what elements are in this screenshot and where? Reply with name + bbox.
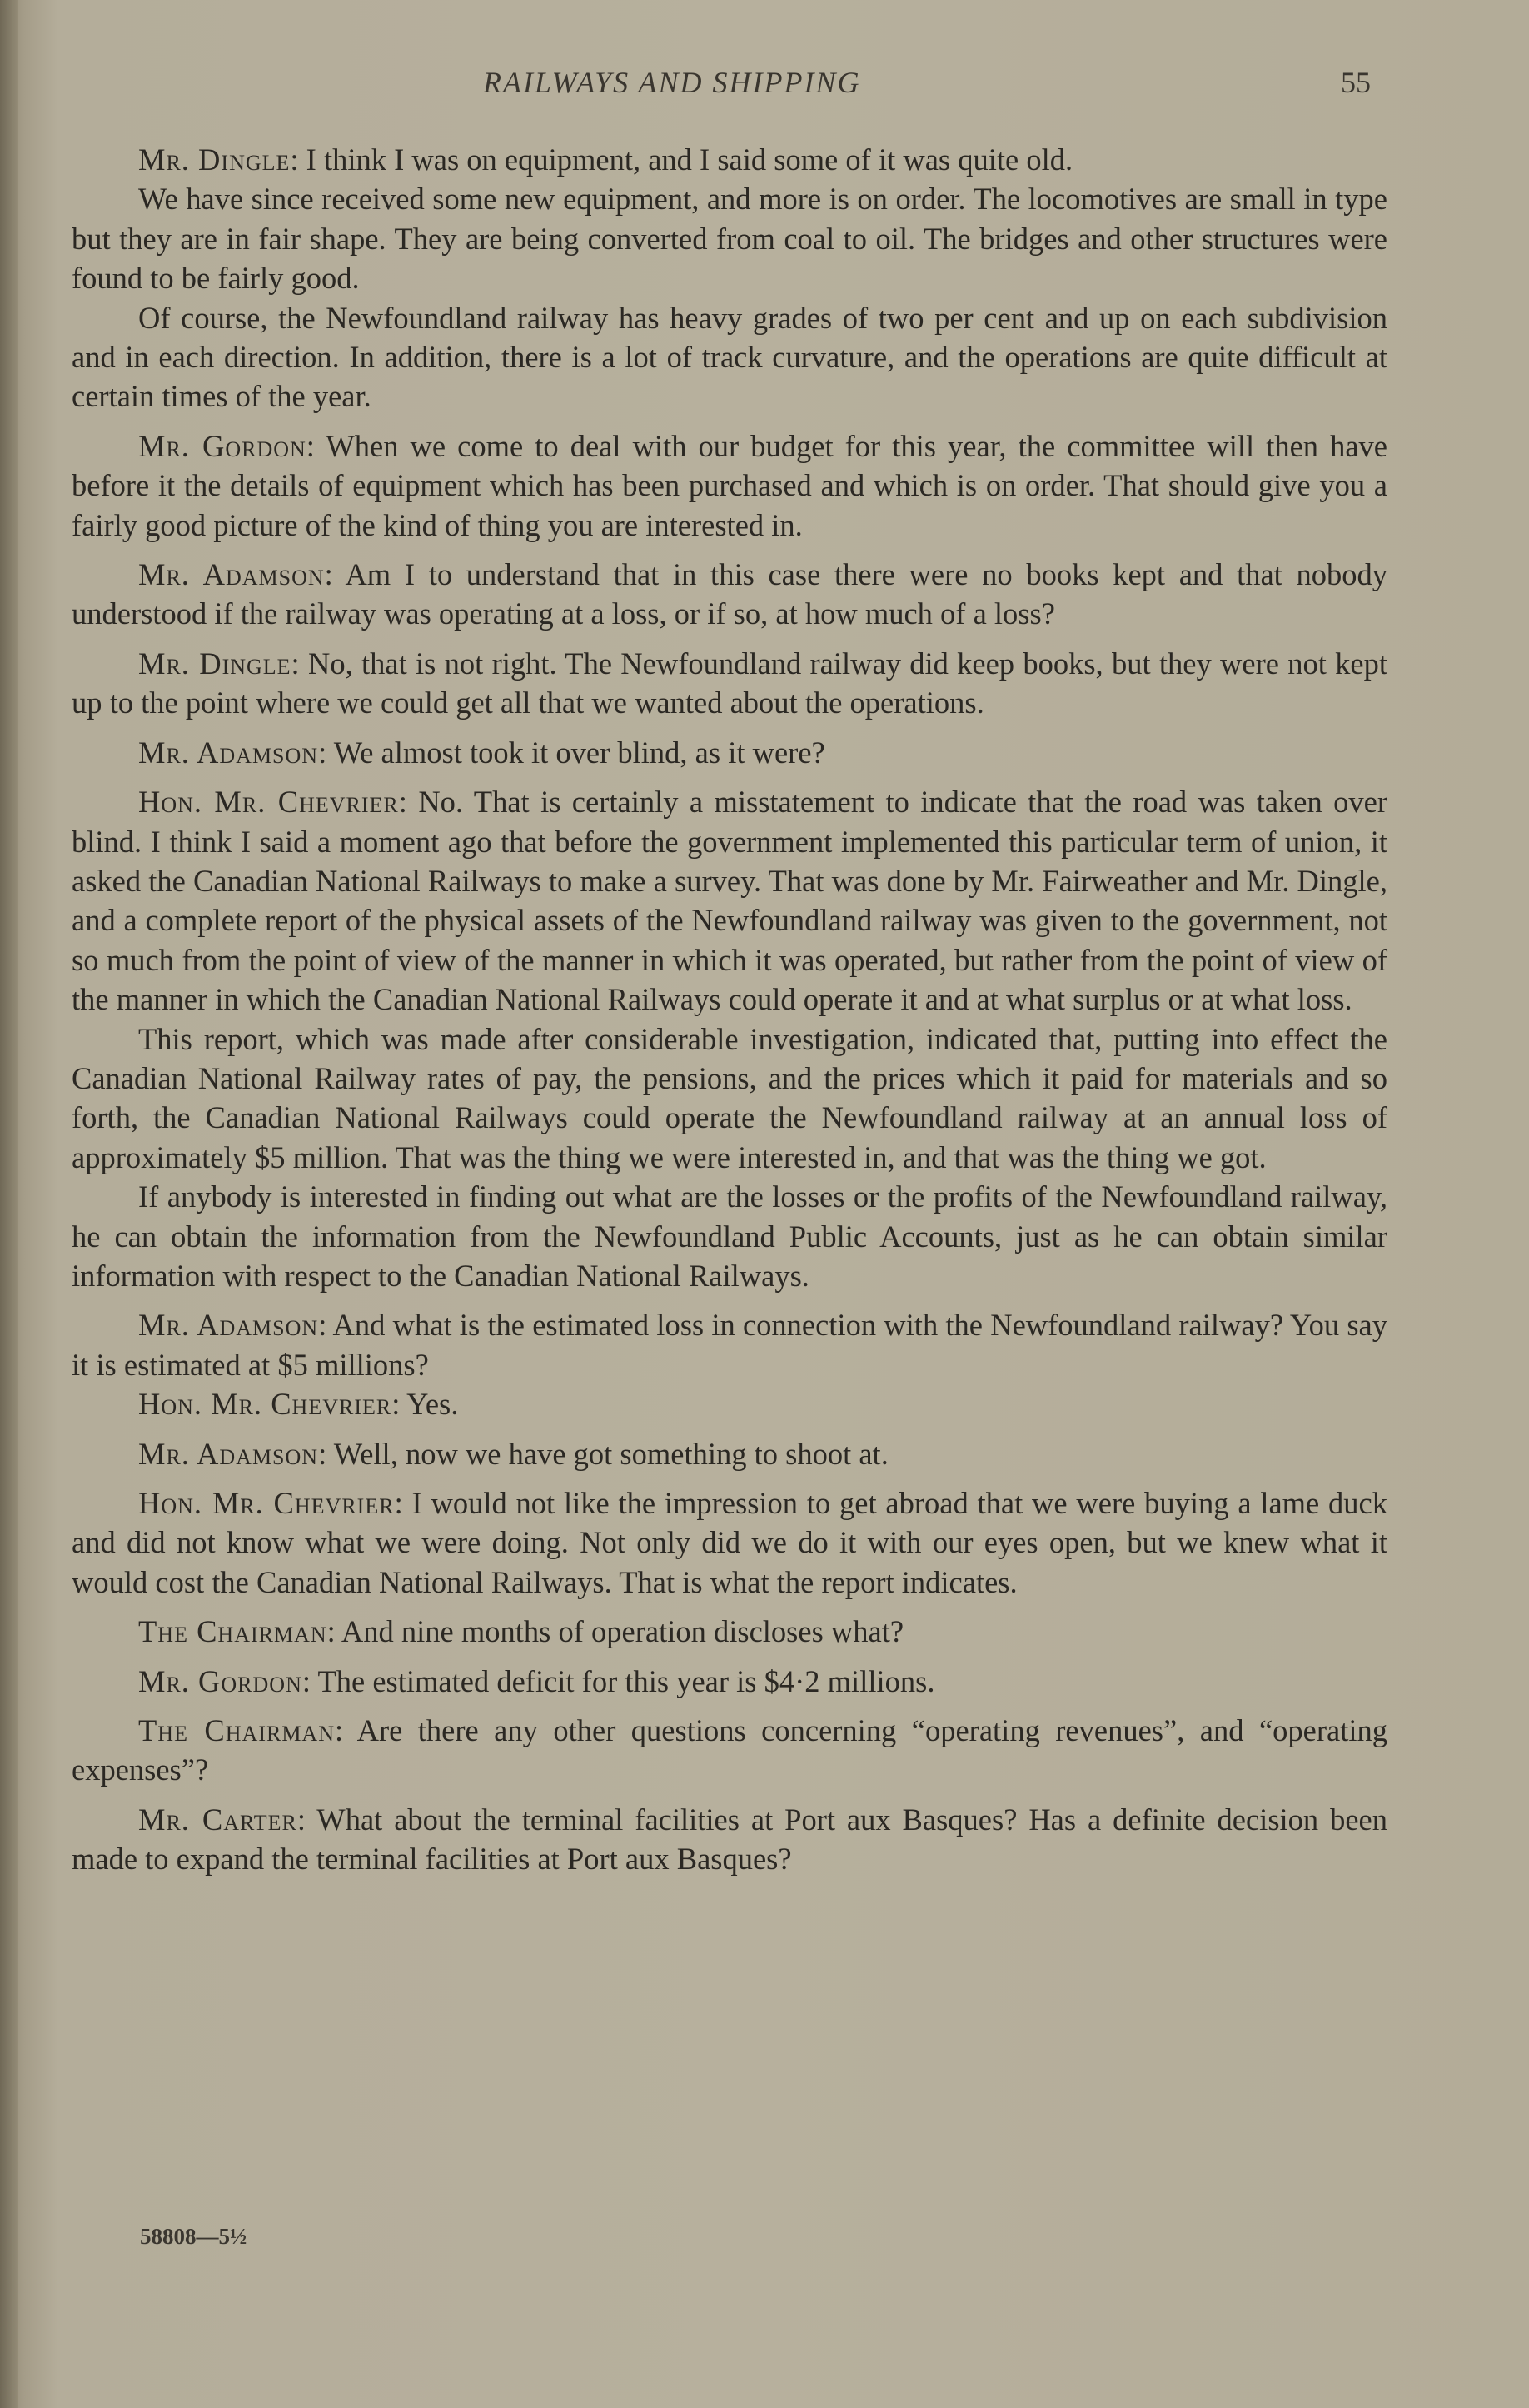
paragraph-text: If anybody is interested in finding out what are the losses or the profits of the Newfoundland railway, he can obtain the information from the Newfoundland Public Accounts, just as he can obtain similar information with respect to the Canadian National Railways. xyxy=(72,1179,1387,1293)
page-header xyxy=(0,65,1529,107)
paragraph-text: No, that is not right. The Newfoundland railway did keep books, but they were not kept up to the point where we could get all that we wanted about the operations. xyxy=(72,646,1387,720)
transcript-body xyxy=(72,140,1387,1879)
speaker: Hon. Mr. Chevrier xyxy=(138,785,399,820)
speaker: Mr. Dingle xyxy=(138,142,291,177)
paragraph xyxy=(72,1020,1387,1178)
speaker: Mr. Gordon xyxy=(138,1663,302,1698)
paragraph: Mr. Dingle: No, that is not right. The Newfoundland railway did keep books, but they were not kept up to the point where we could get all that we wanted about the operations. xyxy=(72,646,1387,720)
paragraph-text: What about the terminal facilities at Port aux Basques? Has a definite decision been made to expand the terminal facilities at Port aux Basques? xyxy=(72,1802,1387,1877)
paragraph-text: Yes. xyxy=(406,1387,459,1422)
speaker: The Chairman xyxy=(138,1614,327,1649)
paragraph-text: Of course, the Newfoundland railway has heavy grades of two per cent and up on each subdivision and in each direction. In addition, there is a lot of track curvature, and the operations are quite difficult at certain times of the year. xyxy=(72,300,1387,414)
paragraph-text: We almost took it over blind, as it were? xyxy=(333,735,825,770)
paragraph-text: This report, which was made after considerable investigation, indicated that, putting into effect the Canadian National Railway rates of pay, the pensions, and the prices which it paid for materials and so forth, the Canadian National Railways could operate the Newfoundland railway at an annual loss of approximately $5 million. That was the thing we were interested in, and that was the thing we got. xyxy=(72,1021,1387,1174)
paragraph-text: And what is the estimated loss in connection with the Newfoundland railway? You say it is estimated at $5 millions? xyxy=(72,1308,1387,1382)
paragraph: Mr. Gordon: The estimated deficit for this year is $4·2 millions. xyxy=(138,1663,935,1698)
speaker: Hon. Mr. Chevrier xyxy=(138,1486,395,1520)
paragraph-text: Am I to understand that in this case there were no books kept and that nobody understood if the railway was operating at a loss, or if so, at how much of a loss? xyxy=(72,557,1387,631)
paragraph-text: Well, now we have got something to shoot at. xyxy=(333,1436,889,1471)
speaker: Mr. Adamson xyxy=(138,735,319,770)
paragraph: Hon. Mr. Chevrier: Yes. xyxy=(138,1387,459,1422)
paragraph-text: No. That is certainly a misstatement to indicate that the road was taken over blind. I think I said a moment ago that before the government implemented this particular term of union, it asked the Canadian National Railways to make a survey. That was done by Mr. Fairweather and Mr. Dingle, and a complete report of the physical assets of the Newfoundland railway was given to the government, not so much from the point of view of the manner in which it was operated, but rather from the point of view of the manner in which the Canadian National Railways could operate it and at what surplus or at what loss. xyxy=(72,785,1387,1017)
speaker: Mr. Adamson xyxy=(138,1436,319,1471)
paragraph-text: When we come to deal with our budget for this year, the committee will then have before it the details of equipment which has been purchased and which is on order. That should give you a fairly good picture of the kind of thing you are interested in. xyxy=(72,428,1387,542)
page-number: 55 xyxy=(1341,66,1371,99)
paragraph: Mr. Adamson: Well, now we have got something to shoot at. xyxy=(138,1436,889,1471)
paragraph xyxy=(72,179,1387,297)
speaker: Hon. Mr. Chevrier xyxy=(138,1387,392,1422)
paragraph xyxy=(72,298,1387,416)
paragraph-text: Are there any other questions concerning “operating revenues”, and “operating expenses”? xyxy=(72,1713,1387,1787)
printer-signature: 58808—5½ xyxy=(140,2224,247,2249)
paragraph-text: We have since received some new equipment, and more is on order. The locomotives are small in type but they are in fair shape. They are being converted from coal to oil. The bridges and other structures were found to be fairly good. xyxy=(72,182,1387,296)
speaker: Mr. Adamson xyxy=(138,1308,319,1343)
paragraph: The Chairman: And nine months of operation discloses what? xyxy=(138,1614,904,1649)
paragraph: Mr. Adamson: Am I to understand that in this case there were no books kept and that nobody understood if the railway was operating at a loss, or if so, at how much of a loss? xyxy=(72,557,1387,631)
speaker: Mr. Adamson xyxy=(138,557,325,592)
paragraph-text: And nine months of operation discloses what? xyxy=(341,1614,904,1649)
speaker: Mr. Gordon xyxy=(138,428,306,463)
paragraph: Mr. Carter: What about the terminal facilities at Port aux Basques? Has a definite decision been made to expand the terminal facilities at Port aux Basques? xyxy=(72,1802,1387,1877)
paragraph-text: The estimated deficit for this year is $4·2 millions. xyxy=(317,1663,935,1698)
book-spine-edge xyxy=(0,0,18,2408)
paragraph: The Chairman: Are there any other questions concerning “operating revenues”, and “operating expenses”? xyxy=(72,1713,1387,1787)
paragraph: Hon. Mr. Chevrier: No. That is certainly a misstatement to indicate that the road was taken over blind. I think I said a moment ago that before the government implemented this particular term of union, it asked the Canadian National Railways to make a survey. That was done by Mr. Fairweather and Mr. Dingle, and a complete report of the physical assets of the Newfoundland railway was given to the government, not so much from the point of view of the manner in which it was operated, but rather from the point of view of the manner in which the Canadian National Railways could operate it and at what surplus or at what loss. xyxy=(72,785,1387,1017)
paragraph: Mr. Gordon: When we come to deal with our budget for this year, the committee will then have before it the details of equipment which has been purchased and which is on order. That should give you a fairly good picture of the kind of thing you are interested in. xyxy=(72,428,1387,542)
paragraph: Mr. Adamson: And what is the estimated loss in connection with the Newfoundland railway? You say it is estimated at $5 millions? xyxy=(72,1308,1387,1382)
speaker: The Chairman xyxy=(138,1713,335,1748)
paragraph-text: I think I was on equipment, and I said some of it was quite old. xyxy=(306,142,1073,177)
paragraph-text: I would not like the impression to get abroad that we were buying a lame duck and did not know what we were doing. Not only did we do it with our eyes open, but we knew what it would cost the Canadian National Railways. That is what the report indicates. xyxy=(72,1486,1387,1599)
paragraph: Mr. Dingle: I think I was on equipment, and I said some of it was quite old. xyxy=(138,142,1073,177)
running-title: RAILWAYS AND SHIPPING xyxy=(483,66,861,99)
speaker: Mr. Carter xyxy=(138,1802,297,1837)
speaker: Mr. Dingle xyxy=(138,646,291,681)
paragraph: Hon. Mr. Chevrier: I would not like the impression to get abroad that we were buying a lame duck and did not know what we were doing. Not only did we do it with our eyes open, but we knew what it would cost the Canadian National Railways. That is what the report indicates. xyxy=(72,1486,1387,1599)
paragraph xyxy=(72,1177,1387,1295)
paragraph: Mr. Adamson: We almost took it over blind, as it were? xyxy=(138,735,825,770)
